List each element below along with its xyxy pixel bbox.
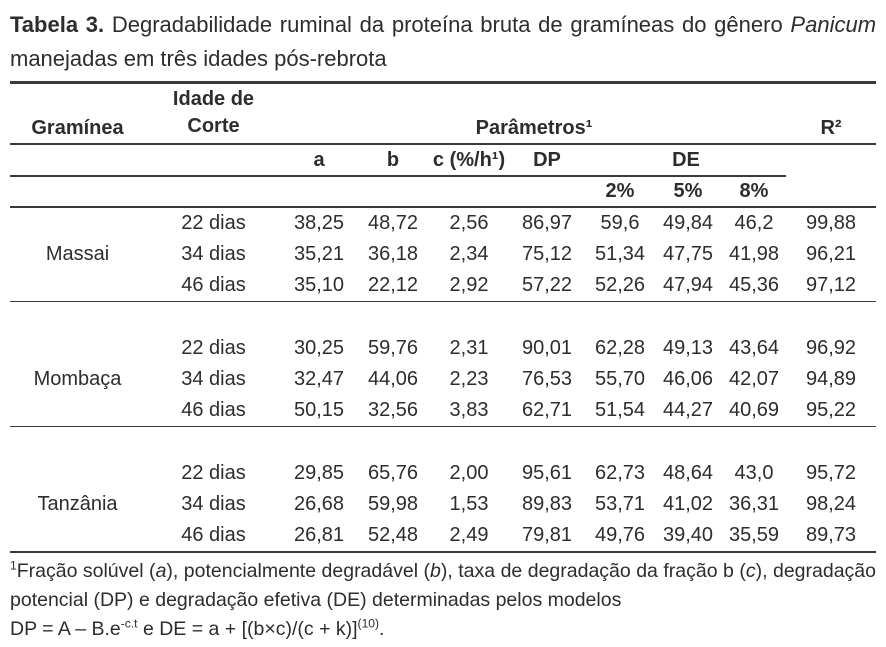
value-cell: 98,24 bbox=[805, 493, 857, 515]
value-cell: 90,01 bbox=[521, 337, 573, 359]
value-cell: 22,12 bbox=[356, 270, 430, 302]
empty-cell bbox=[786, 144, 876, 176]
value-cell: 38,25 bbox=[293, 212, 345, 234]
empty-cell bbox=[786, 176, 876, 207]
value-cell: 43,0 bbox=[734, 462, 774, 484]
table-row bbox=[10, 270, 876, 302]
value-cell: 51,34 bbox=[594, 243, 646, 265]
value-cell: 96,92 bbox=[805, 337, 857, 359]
col-header-parametros: Parâmetros¹ bbox=[282, 83, 786, 145]
value-cell: 41,02 bbox=[662, 493, 714, 515]
idade-cell: 34 dias bbox=[181, 493, 246, 515]
header-row-3 bbox=[10, 176, 876, 207]
value-cell: 96,21 bbox=[805, 243, 857, 265]
value-cell: 41,98 bbox=[728, 243, 780, 265]
value-cell: 99,88 bbox=[805, 212, 857, 234]
col-header-dp: DP bbox=[508, 144, 586, 176]
value-cell: 35,10 bbox=[282, 270, 356, 302]
col-header-de-5: 5% bbox=[654, 176, 722, 207]
value-cell: 59,98 bbox=[367, 493, 419, 515]
table-row bbox=[10, 489, 876, 520]
value-cell: 89,73 bbox=[786, 520, 876, 552]
table-row bbox=[10, 395, 876, 427]
table-row bbox=[10, 333, 876, 364]
value-cell: 75,12 bbox=[521, 243, 573, 265]
spacer-row bbox=[10, 302, 876, 334]
value-cell: 65,76 bbox=[367, 462, 419, 484]
value-cell: 2,00 bbox=[449, 462, 489, 484]
empty-cell bbox=[430, 176, 508, 207]
value-cell: 2,56 bbox=[449, 212, 489, 234]
value-cell: 39,40 bbox=[654, 520, 722, 552]
value-cell: 51,54 bbox=[586, 395, 654, 427]
value-cell: 2,34 bbox=[449, 243, 489, 265]
header-row-2 bbox=[10, 144, 876, 176]
value-cell: 95,22 bbox=[786, 395, 876, 427]
value-cell: 57,22 bbox=[508, 270, 586, 302]
value-cell: 1,53 bbox=[449, 493, 489, 515]
value-cell: 89,83 bbox=[521, 493, 573, 515]
value-cell: 47,75 bbox=[662, 243, 714, 265]
value-cell: 55,70 bbox=[594, 368, 646, 390]
empty-cell bbox=[10, 427, 876, 459]
col-header-r2: R² bbox=[786, 83, 876, 145]
value-cell: 35,59 bbox=[722, 520, 786, 552]
value-cell: 95,72 bbox=[805, 462, 857, 484]
value-cell: 62,28 bbox=[594, 337, 646, 359]
value-cell: 62,73 bbox=[594, 462, 646, 484]
table-row bbox=[10, 207, 876, 239]
idade-cell: 22 dias bbox=[181, 212, 246, 234]
idade-cell: 22 dias bbox=[181, 337, 246, 359]
value-cell: 94,89 bbox=[805, 368, 857, 390]
idade-cell: 34 dias bbox=[181, 368, 246, 390]
reference-marker: (10) bbox=[357, 616, 380, 631]
value-cell: 3,83 bbox=[430, 395, 508, 427]
col-header-de: DE bbox=[586, 144, 786, 176]
value-cell: 86,97 bbox=[521, 212, 573, 234]
idade-cell: 46 dias bbox=[145, 395, 282, 427]
empty-cell bbox=[10, 144, 145, 176]
value-cell: 52,48 bbox=[356, 520, 430, 552]
value-cell: 46,2 bbox=[734, 212, 774, 234]
graminea-cell bbox=[10, 207, 145, 239]
value-cell: 35,21 bbox=[293, 243, 345, 265]
value-cell: 2,92 bbox=[430, 270, 508, 302]
idade-cell: 34 dias bbox=[181, 243, 246, 265]
col-header-de-2: 2% bbox=[586, 176, 654, 207]
value-cell: 95,61 bbox=[521, 462, 573, 484]
col-header-c: c (%/h¹) bbox=[430, 144, 508, 176]
value-cell: 49,13 bbox=[662, 337, 714, 359]
col-header-a: a bbox=[282, 144, 356, 176]
value-cell: 40,69 bbox=[722, 395, 786, 427]
col-header-idade-de-corte: Idade de Corte bbox=[145, 83, 282, 145]
graminea-cell bbox=[10, 270, 145, 302]
empty-cell bbox=[10, 176, 145, 207]
graminea-cell bbox=[10, 395, 145, 427]
col-header-b: b bbox=[356, 144, 430, 176]
value-cell: 53,71 bbox=[594, 493, 646, 515]
value-cell: 50,15 bbox=[282, 395, 356, 427]
col-header-de-8: 8% bbox=[722, 176, 786, 207]
graminea-cell: Massai bbox=[45, 243, 110, 265]
value-cell: 32,56 bbox=[356, 395, 430, 427]
empty-cell bbox=[145, 176, 282, 207]
idade-cell: 46 dias bbox=[145, 520, 282, 552]
col-header-graminea: Gramínea bbox=[10, 83, 145, 145]
value-cell: 2,23 bbox=[449, 368, 489, 390]
table-caption bbox=[10, 8, 876, 76]
value-cell: 44,06 bbox=[367, 368, 419, 390]
value-cell: 62,71 bbox=[508, 395, 586, 427]
caption-genus: Panicum bbox=[790, 12, 877, 37]
table-row bbox=[10, 520, 876, 552]
value-cell: 59,6 bbox=[600, 212, 640, 234]
table-row bbox=[10, 364, 876, 395]
value-cell: 2,49 bbox=[430, 520, 508, 552]
value-cell: 97,12 bbox=[786, 270, 876, 302]
value-cell: 44,27 bbox=[654, 395, 722, 427]
value-cell: 36,31 bbox=[728, 493, 780, 515]
footnote-definitions: $^1$Fração solúvel (a), potencialmente degradável (b), taxa de degradação da fração b (c), degradação potencial (DP) e degradação efetiva (DE) determinadas pelos modelos bbox=[10, 558, 876, 611]
value-cell: 46,06 bbox=[662, 368, 714, 390]
value-cell: 43,64 bbox=[728, 337, 780, 359]
value-cell: 36,18 bbox=[367, 243, 419, 265]
caption-label: Tabela 3. bbox=[10, 12, 105, 37]
graminea-cell: Mombaça bbox=[33, 368, 122, 390]
value-cell: 42,07 bbox=[728, 368, 780, 390]
value-cell: 45,36 bbox=[722, 270, 786, 302]
degradability-table bbox=[10, 81, 876, 553]
value-cell: 49,84 bbox=[662, 212, 714, 234]
graminea-cell bbox=[10, 458, 145, 489]
empty-cell bbox=[10, 302, 876, 334]
value-cell: 29,85 bbox=[293, 462, 345, 484]
value-cell: 76,53 bbox=[521, 368, 573, 390]
idade-cell: 22 dias bbox=[181, 462, 246, 484]
table-row bbox=[10, 458, 876, 489]
value-cell: 48,64 bbox=[662, 462, 714, 484]
empty-cell bbox=[508, 176, 586, 207]
empty-cell bbox=[356, 176, 430, 207]
empty-cell bbox=[145, 144, 282, 176]
value-cell: 79,81 bbox=[508, 520, 586, 552]
value-cell: 59,76 bbox=[367, 337, 419, 359]
value-cell: 47,94 bbox=[654, 270, 722, 302]
graminea-cell bbox=[10, 333, 145, 364]
empty-cell bbox=[282, 176, 356, 207]
value-cell: 26,68 bbox=[293, 493, 345, 515]
graminea-cell bbox=[10, 520, 145, 552]
caption-text-end: manejadas em três idades pós-rebrota bbox=[10, 46, 387, 71]
value-cell: 49,76 bbox=[586, 520, 654, 552]
value-cell: 2,31 bbox=[449, 337, 489, 359]
value-cell: 52,26 bbox=[586, 270, 654, 302]
idade-cell: 46 dias bbox=[145, 270, 282, 302]
footnote-formula: DP = A – $B.e^{-c.t}$ e DE = $a + [(b\times c)/(c + k)]^{(10)}$. bbox=[10, 616, 385, 640]
value-cell: 26,81 bbox=[282, 520, 356, 552]
caption-text: Degradabilidade ruminal da proteína bruta de gramíneas do gênero bbox=[104, 12, 791, 37]
value-cell: 32,47 bbox=[293, 368, 345, 390]
value-cell: 30,25 bbox=[293, 337, 345, 359]
spacer-row bbox=[10, 427, 876, 459]
graminea-cell: Tanzânia bbox=[37, 493, 118, 515]
header-row-1 bbox=[10, 83, 876, 145]
table-row bbox=[10, 239, 876, 270]
exponent: -c.t bbox=[120, 616, 138, 631]
value-cell: 48,72 bbox=[367, 212, 419, 234]
footnote-marker: 1 bbox=[10, 558, 17, 573]
